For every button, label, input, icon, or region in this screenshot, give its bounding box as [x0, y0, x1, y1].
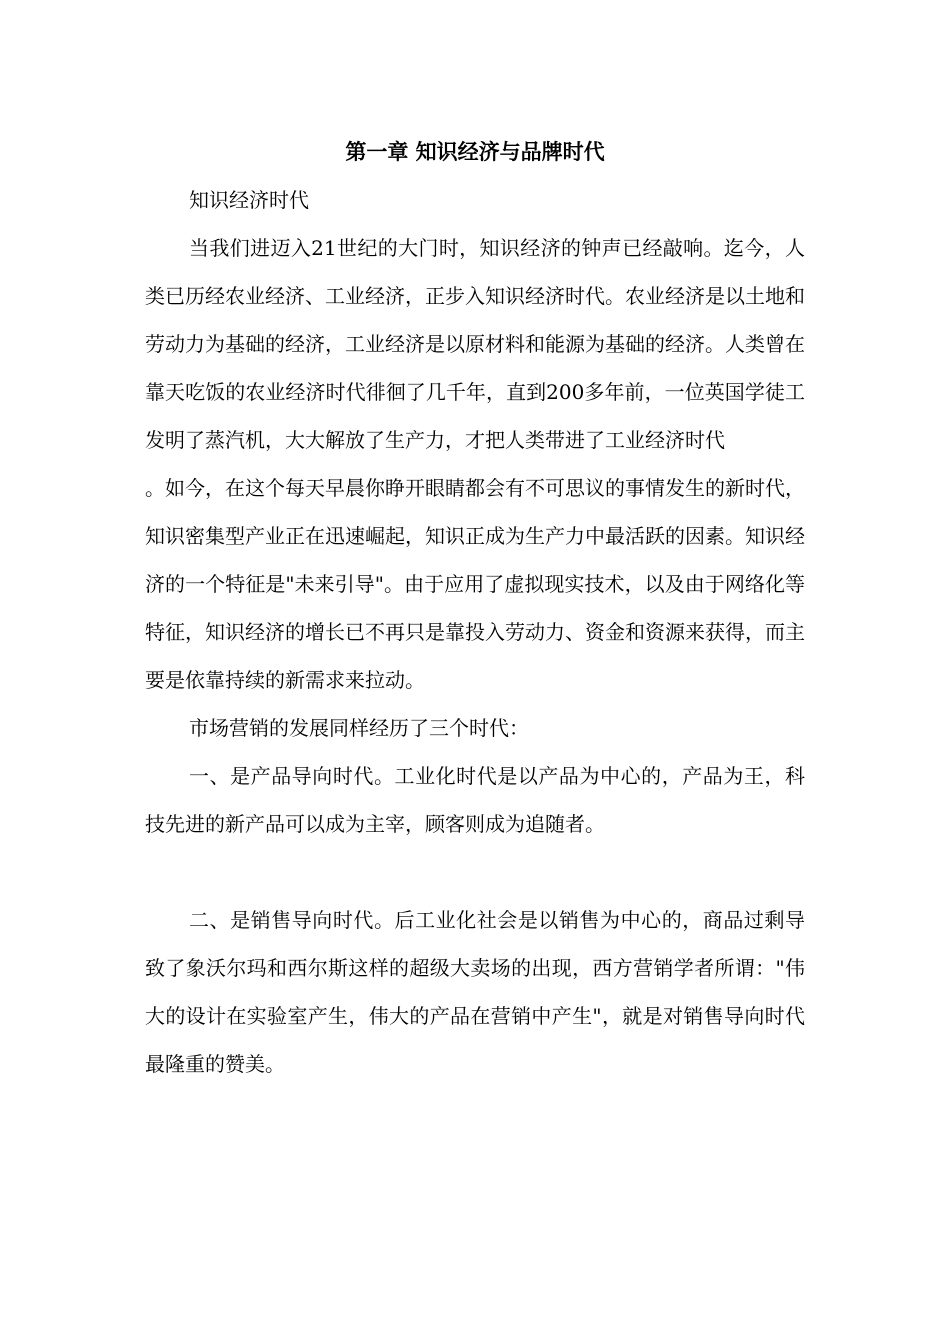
- section-heading: 知识经济时代: [189, 188, 309, 212]
- chapter-title: 第一章 知识经济与品牌时代: [345, 140, 605, 164]
- paragraph-marketing-eras: 市场营销的发展同样经历了三个时代：: [189, 716, 529, 740]
- document-body: [145, 128, 805, 1088]
- paragraph-product-era: 一、是产品导向时代。工业化时代是以产品为中心的，产品为王，科技先进的新产品可以成为主宰，顾客则成为追随者。: [145, 764, 805, 836]
- blank-line: [145, 848, 805, 896]
- paragraph-sales-era: 二、是销售导向时代。后工业化社会是以销售为中心的，商品过剩导致了象沃尔玛和西尔斯这样的超级大卖场的出现，西方营销学者所谓："伟大的设计在实验室产生，伟大的产品在营销中产生"，就是对销售导向时代最隆重的赞美。: [145, 908, 805, 1076]
- paragraph-intro: 当我们进迈入21世纪的大门时，知识经济的钟声已经敲响。迄今，人类已历经农业经济、工业经济，正步入知识经济时代。农业经济是以土地和劳动力为基础的经济，工业经济是以原材料和能源为基础的经济。人类曾在靠天吃饭的农业经济时代徘徊了几千年，直到200多年前，一位英国学徒工发明了蒸汽机，大大解放了生产力，才把人类带进了工业经济时代: [145, 236, 805, 452]
- paragraph-continuation: 。如今，在这个每天早晨你睁开眼睛都会有不可思议的事情发生的新时代，知识密集型产业正在迅速崛起，知识正成为生产力中最活跃的因素。知识经济的一个特征是"未来引导"。由于应用了虚拟现实技术，以及由于网络化等特征，知识经济的增长已不再只是靠投入劳动力、资金和资源来获得，而主要是依靠持续的新需求来拉动。: [145, 476, 805, 692]
